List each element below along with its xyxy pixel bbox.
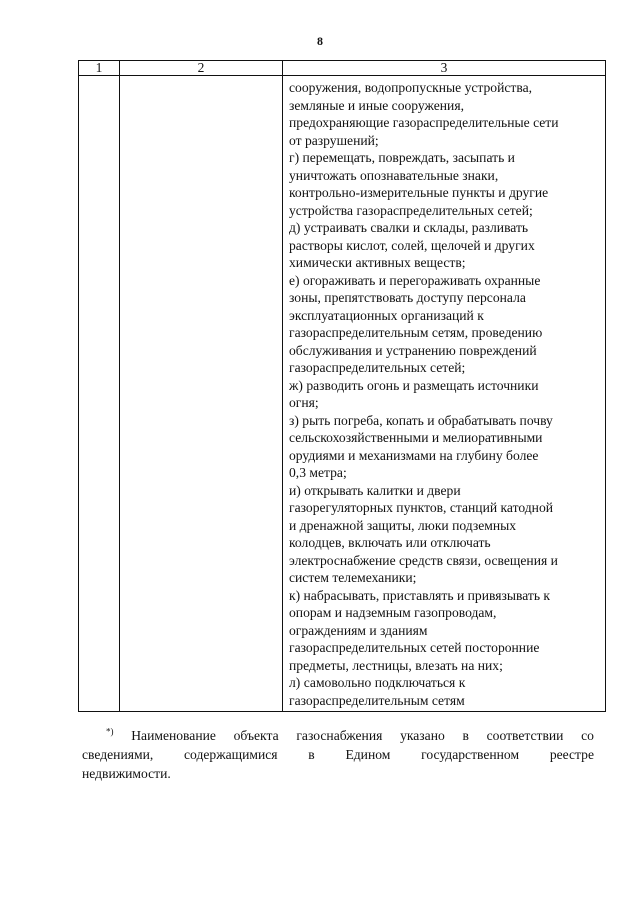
footnote-line-1-text: Наименование объекта газоснабжения указано в соответствии со [131,728,594,743]
page-number: 8 [317,34,323,48]
text-line: предметы, лестницы, влезать на них; [289,657,503,673]
text-line: газораспределительных сетей; [289,360,466,375]
text-line: ж) разводить огонь и размещать источники [289,377,539,393]
table-cell-col3 [283,76,606,712]
table-row [79,76,606,712]
text-line: 0,3 метра; [289,465,347,480]
footnote-line-1 [82,726,594,745]
column-header-1: 1 [79,61,120,76]
text-line: электроснабжение средств связи, освещения и [289,552,558,568]
footnote [82,726,594,783]
text-line: устройства газораспределительных сетей; [289,202,533,218]
footnote-line-3: недвижимости. [82,766,171,781]
text-line: химически активных веществ; [289,255,466,270]
column-header-2: 2 [120,61,283,76]
text-line: газораспределительным сетям [289,692,465,708]
text-line: л) самовольно подключаться к [289,675,466,690]
text-line: уничтожать опознавательные знаки, [289,167,499,183]
text-line: газораспределительным сетям, проведению [289,325,543,340]
text-line: газорегуляторных пунктов, станций катодной [289,500,554,515]
text-line: обслуживания и устранению повреждений [289,342,537,358]
text-line: предохраняющие газораспределительные сети [289,115,559,130]
text-line: газораспределительных сетей посторонние [289,640,540,655]
table-cell-col1 [79,76,120,712]
text-line: е) огораживать и перегораживать охранные [289,272,541,288]
text-line: земляные и иные сооружения, [289,97,464,113]
table-header-row [79,61,606,76]
text-line: д) устраивать свалки и склады, разливать [289,220,529,235]
text-line: сооружения, водопропускные устройства, [289,80,533,95]
column-header-3: 3 [283,61,606,76]
text-line: и дренажной защиты, люки подземных [289,517,517,533]
table-cell-col2 [120,76,283,712]
text-line: эксплуатационных организаций к [289,307,484,323]
text-line: от разрушений; [289,132,379,148]
text-line: колодцев, включать или отключать [289,535,491,550]
text-line: систем телемеханики; [289,570,417,585]
text-line: зоны, препятствовать доступу персонала [289,290,526,305]
text-line: з) рыть погреба, копать и обрабатывать почву [289,412,553,428]
text-line: опорам и надземным газопроводам, [289,605,497,620]
text-line: и) открывать калитки и двери [289,482,461,498]
text-line: растворы кислот, солей, щелочей и других [289,237,535,253]
text-line: ограждениям и зданиям [289,622,428,638]
text-line: орудиями и механизмами на глубину более [289,447,539,463]
footnote-marker: *) [106,726,114,737]
text-line: к) набрасывать, приставлять и привязывать к [289,587,551,603]
document-table [78,60,606,712]
prohibitions-text [283,76,605,711]
text-line: г) перемещать, повреждать, засыпать и [289,150,515,165]
text-line: сельскохозяйственными и мелиоративными [289,430,543,445]
text-line: контрольно-измерительные пункты и другие [289,185,549,200]
footnote-line-2: сведениями, содержащимися в Едином государственном реестре [82,747,594,762]
text-line: огня; [289,395,319,410]
